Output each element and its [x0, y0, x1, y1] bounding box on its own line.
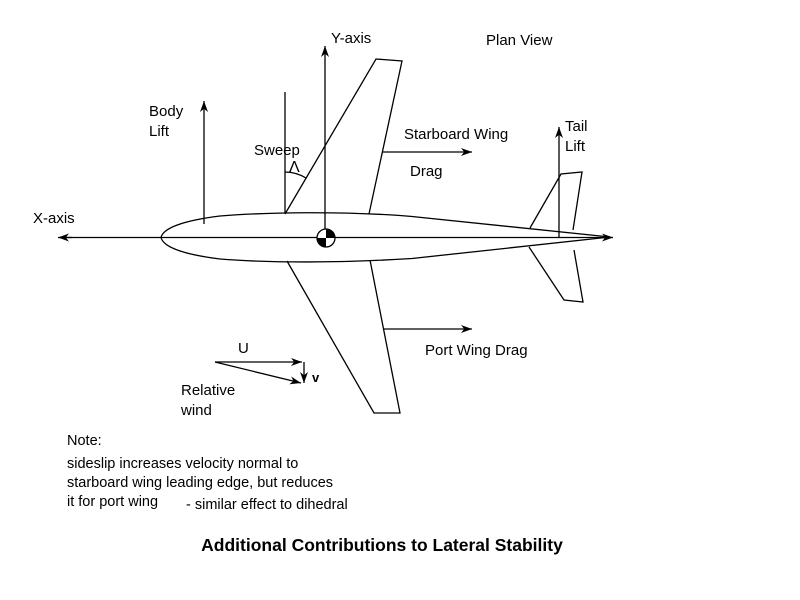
tail-lift-label-line2: Lift [565, 138, 586, 155]
starboard-tailplane-outline [530, 172, 582, 230]
port-wing-outline [287, 260, 400, 413]
relative-wind-label-line2: wind [181, 402, 212, 419]
note-line-3: it for port wing [67, 494, 159, 510]
note-line-2: starboard wing leading edge, but reduces [67, 475, 334, 491]
starboard-wing-label: Starboard Wing [404, 126, 509, 143]
tail-lift-label-line1: Tail [565, 118, 588, 135]
sweep-label: Sweep [254, 142, 300, 159]
tail-lift-label [565, 117, 588, 157]
u-velocity-label: U [238, 340, 249, 357]
port-tailplane-outline [529, 247, 583, 302]
note-line-1: sideslip increases velocity normal to [67, 456, 299, 472]
body-lift-label-line1: Body [149, 103, 184, 120]
center-of-gravity-symbol [317, 229, 335, 247]
v-velocity-label: v [312, 370, 320, 385]
relative-wind-resultant-arrow [215, 362, 301, 383]
sweep-angle-symbol-label: Λ [289, 159, 300, 176]
y-axis-label: Y-axis [331, 30, 372, 47]
relative-wind-label [181, 381, 235, 421]
starboard-wing-outline [285, 59, 402, 214]
x-axis-label: X-axis [33, 210, 75, 227]
plan-view-label: Plan View [486, 32, 553, 49]
body-lift-label [149, 102, 183, 142]
starboard-drag-label: Drag [410, 163, 443, 180]
note-line-3-suffix: - similar effect to dihedral [186, 497, 348, 513]
page-title: Additional Contributions to Lateral Stability [201, 535, 563, 555]
note-heading: Note: [67, 433, 102, 449]
body-lift-label-line2: Lift [149, 123, 170, 140]
port-wing-drag-label: Port Wing Drag [425, 342, 528, 359]
relative-wind-label-line1: Relative [181, 382, 236, 399]
